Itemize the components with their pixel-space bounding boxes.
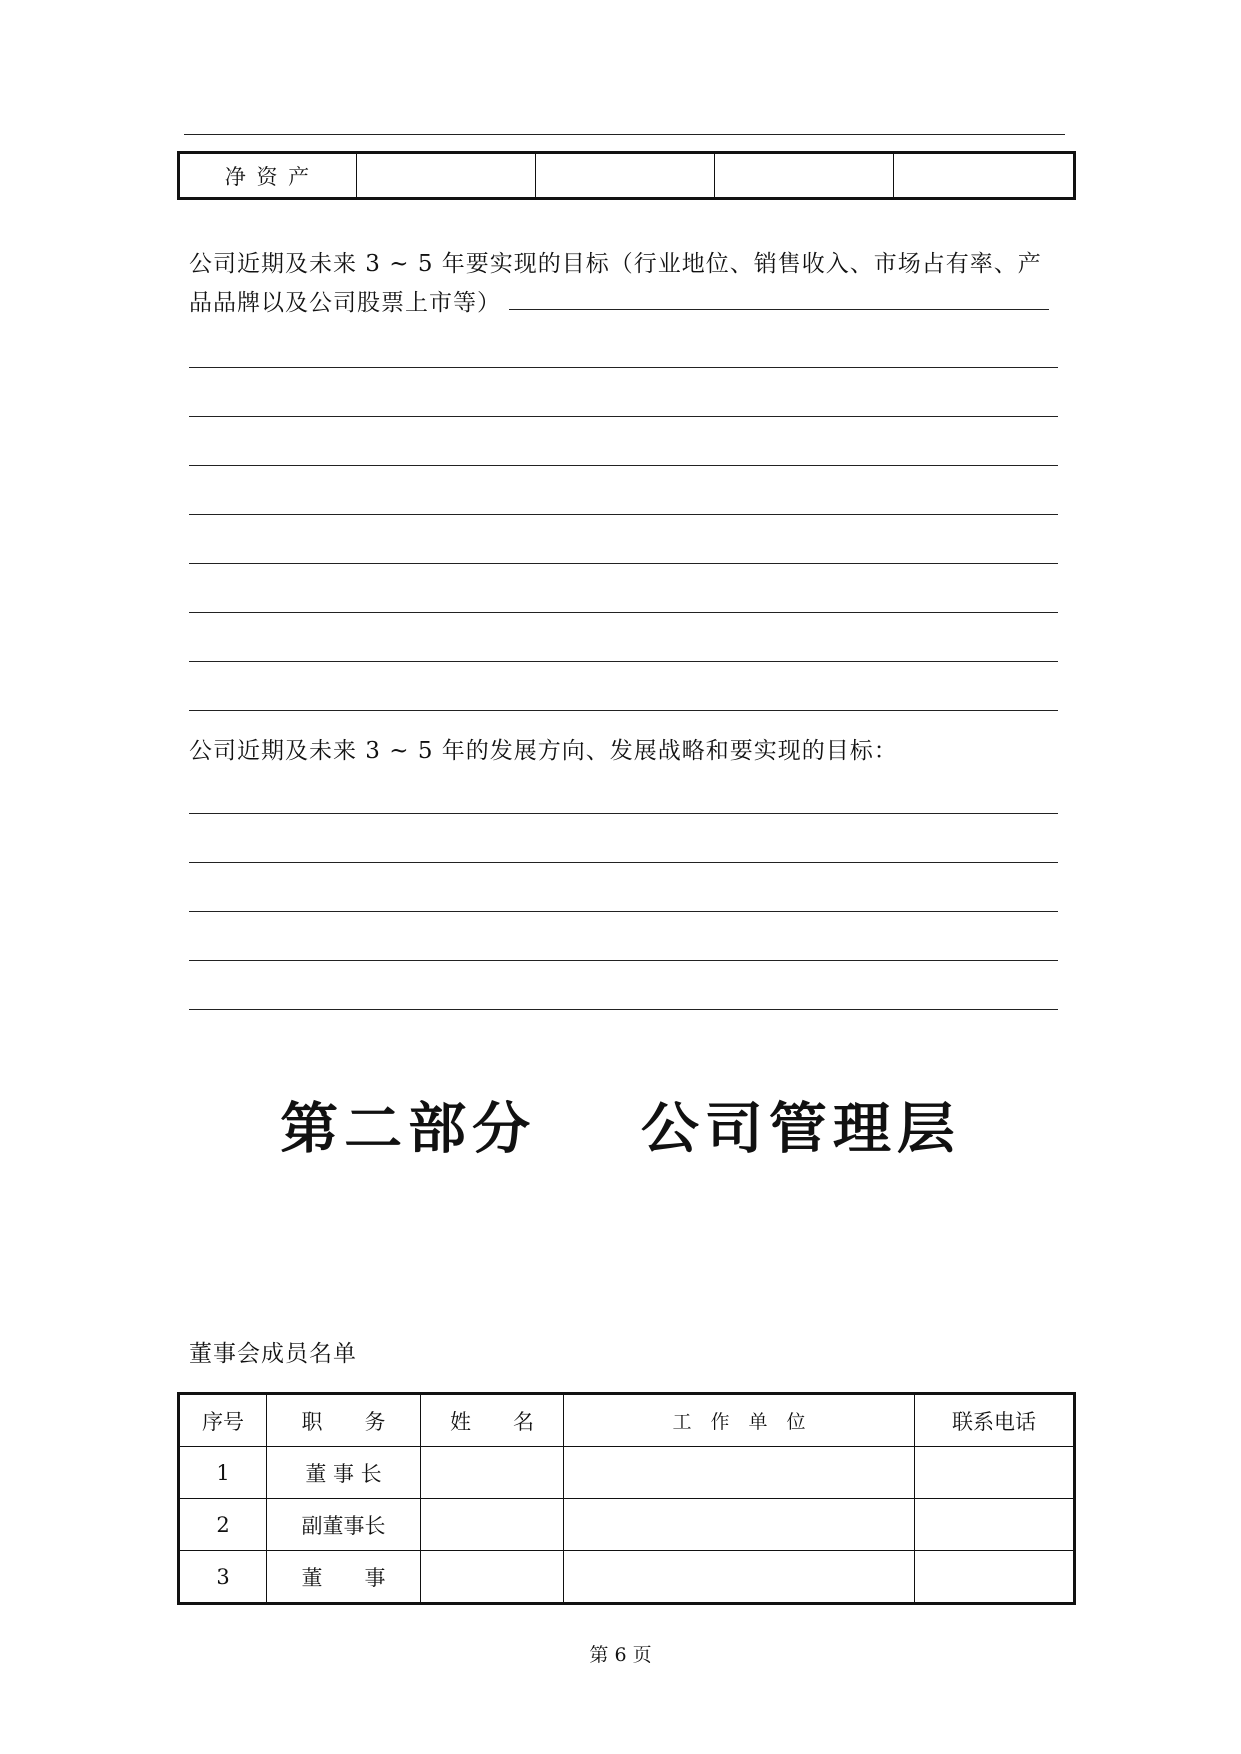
- table-row: [179, 1551, 1075, 1604]
- net-assets-cell[interactable]: [357, 153, 536, 199]
- answer-line[interactable]: [189, 612, 1058, 613]
- column-header-name: 姓 名: [421, 1394, 564, 1447]
- phone-cell[interactable]: [915, 1499, 1075, 1551]
- answer-line[interactable]: [189, 1009, 1058, 1010]
- column-header-workplace: 工 作 单 位: [564, 1394, 915, 1447]
- strategy-question: 公司近期及未来 3 ~ 5 年的发展方向、发展战略和要实现的目标：: [189, 738, 898, 764]
- answer-line[interactable]: [189, 416, 1058, 417]
- answer-line[interactable]: [189, 960, 1058, 961]
- answer-line[interactable]: [189, 661, 1058, 662]
- answer-line[interactable]: [189, 367, 1058, 368]
- row-position: 副董事长: [267, 1499, 421, 1551]
- row-number: 1: [179, 1447, 267, 1499]
- goals-question-line1: 公司近期及未来 3 ~ 5 年要实现的目标（行业地位、销售收入、市场占有率、产: [189, 251, 1042, 277]
- answer-line[interactable]: [189, 563, 1058, 564]
- row-number: 2: [179, 1499, 267, 1551]
- workplace-cell[interactable]: [564, 1551, 915, 1604]
- goals-question-line2: [189, 285, 1049, 322]
- phone-cell[interactable]: [915, 1447, 1075, 1499]
- answer-line[interactable]: [189, 514, 1058, 515]
- goals-answer-blank[interactable]: [509, 287, 1049, 310]
- answer-line[interactable]: [189, 862, 1058, 863]
- workplace-cell[interactable]: [564, 1499, 915, 1551]
- row-number: 3: [179, 1551, 267, 1604]
- workplace-cell[interactable]: [564, 1447, 915, 1499]
- goals-question-text: 品品牌以及公司股票上市等）: [189, 290, 501, 316]
- answer-line[interactable]: [189, 465, 1058, 466]
- column-header-phone: 联系电话: [915, 1394, 1075, 1447]
- table-row: [179, 153, 1075, 199]
- section-title: 第二部分 公司管理层: [280, 1096, 961, 1162]
- table-header-row: [179, 1394, 1075, 1447]
- net-assets-cell[interactable]: [715, 153, 894, 199]
- row-position: 董 事: [267, 1551, 421, 1604]
- name-cell[interactable]: [421, 1499, 564, 1551]
- name-cell[interactable]: [421, 1447, 564, 1499]
- page-number: 第 6 页: [589, 1644, 652, 1666]
- table-row: [179, 1499, 1075, 1551]
- phone-cell[interactable]: [915, 1551, 1075, 1604]
- net-assets-table: [177, 151, 1076, 200]
- header-rule: [184, 134, 1065, 135]
- net-assets-cell[interactable]: [536, 153, 715, 199]
- column-header-no: 序号: [179, 1394, 267, 1447]
- board-list-title: 董事会成员名单: [189, 1341, 357, 1367]
- row-position: 董 事 长: [267, 1447, 421, 1499]
- net-assets-cell[interactable]: [894, 153, 1075, 199]
- net-assets-label: 净 资 产: [179, 153, 357, 199]
- answer-line[interactable]: [189, 813, 1058, 814]
- answer-line[interactable]: [189, 911, 1058, 912]
- name-cell[interactable]: [421, 1551, 564, 1604]
- board-members-table: [177, 1392, 1076, 1605]
- table-row: [179, 1447, 1075, 1499]
- answer-line[interactable]: [189, 710, 1058, 711]
- column-header-position: 职 务: [267, 1394, 421, 1447]
